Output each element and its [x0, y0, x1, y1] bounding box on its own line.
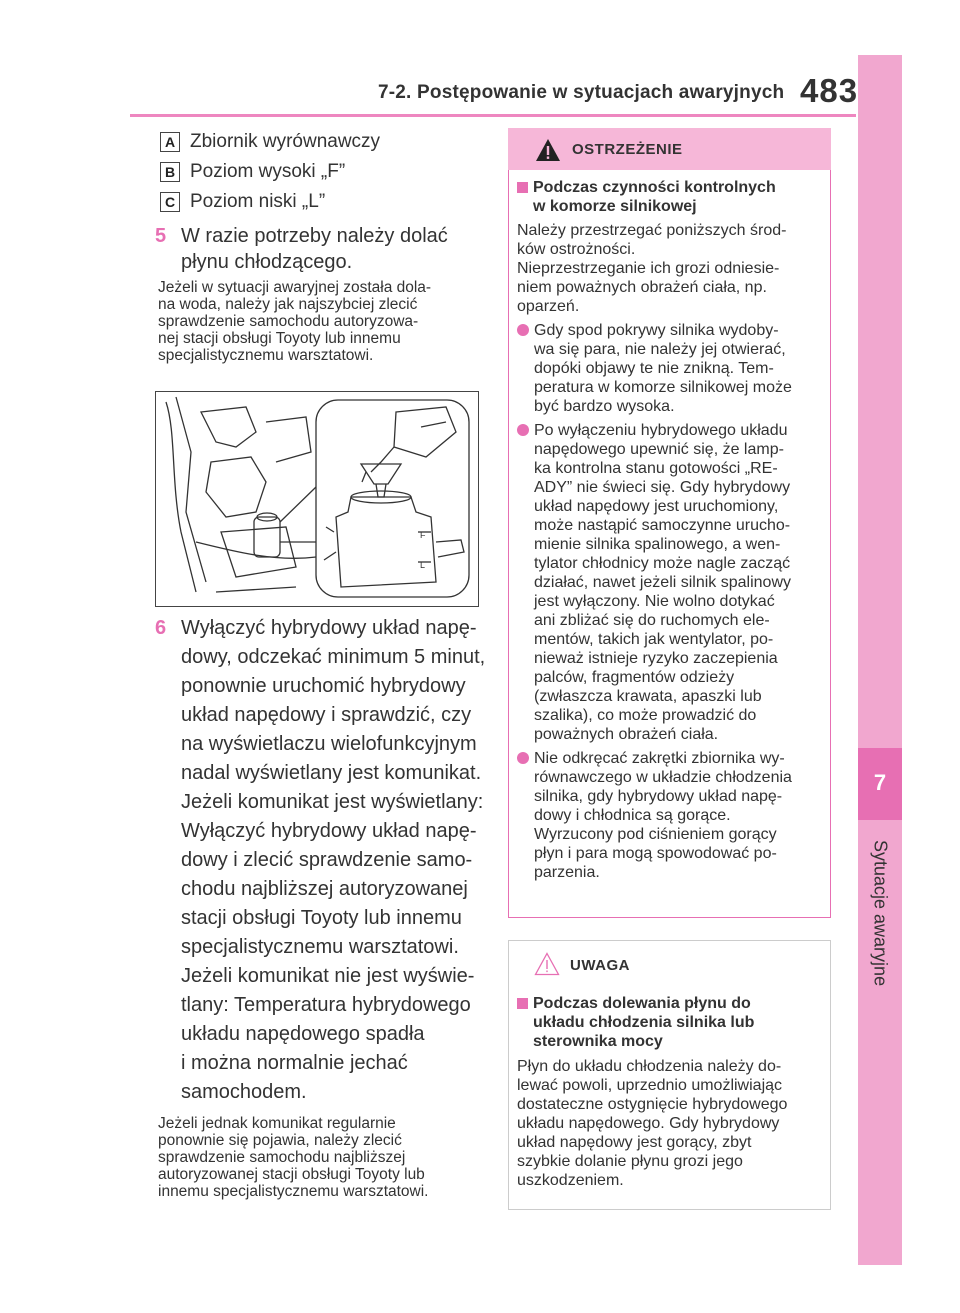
step-line: stacji obsługi Toyoty lub innemu: [181, 907, 462, 929]
bullet-dot-icon: [517, 752, 529, 764]
label-text: Poziom wysoki „F”: [190, 161, 346, 182]
caution-triangle-icon: [534, 952, 560, 976]
bullet-line: układ napędowy jest uruchomiony,: [534, 498, 779, 515]
bullet-line: peratura w komorze silnikowej może: [534, 379, 792, 396]
note-line: Jeżeli w sytuacji awaryjnej została dola-: [158, 279, 432, 296]
label-text: Zbiornik wyrównawczy: [190, 131, 381, 152]
note-repeat-message: [158, 1115, 488, 1200]
note-line: Jeżeli jednak komunikat regularnie: [158, 1115, 396, 1132]
bullet-line: tylator chłodnicy może nagle zacząć: [534, 555, 791, 572]
note-line: na woda, należy jak najszybciej zlecić: [158, 296, 418, 313]
bullet-line: Nie odkręcać zakrętki zbiornika wy-: [534, 750, 785, 767]
step-line: Wyłączyć hybrydowy układ napę-: [181, 820, 477, 842]
chapter-label: Sytuacje awaryjne: [870, 840, 891, 987]
bullet-line: napędowego upewnić się, że lamp-: [534, 441, 784, 458]
label-text: Poziom niski „L”: [190, 191, 326, 212]
step-line: układu napędowego spadła: [181, 1023, 425, 1045]
bullet-line: może nastąpić samoczynne urucho-: [534, 517, 791, 534]
page-number: 483: [800, 72, 859, 109]
subhead-line: układu chłodzenia silnika lub: [533, 1014, 755, 1031]
bullet-line: Po wyłączeniu hybrydowego układu: [534, 422, 788, 439]
note-line: ponownie się pojawia, należy zlecić: [158, 1132, 402, 1149]
step-line: Jeżeli komunikat nie jest wyświe-: [181, 965, 475, 987]
step-line: samochodem.: [181, 1081, 307, 1103]
bullet-line: szalika), co może prowadzić do: [534, 707, 757, 724]
bullet-line: mentów, takich jak wentylator, po-: [534, 631, 774, 648]
step-line: dowy i zlecić sprawdzenie samo-: [181, 849, 473, 871]
label-letter: B: [160, 162, 180, 182]
step-line: nadal wyświetlany jest komunikat.: [181, 762, 482, 784]
step-line: płynu chłodzącego.: [181, 251, 353, 273]
subhead-line: w komorze silnikowej: [533, 198, 697, 215]
bullet-line: (zwłaszcza krawata, apaszki lub: [534, 688, 762, 705]
warning-bullet: [517, 421, 827, 744]
step-line: i można normalnie jechać: [181, 1052, 408, 1074]
bullet-line: Wyrzucony pod ciśnieniem gorący: [534, 826, 777, 843]
intro-line: Nieprzestrzeganie ich grozi odniesie-: [517, 260, 780, 277]
intro-line: ków ostrożności.: [517, 241, 636, 258]
bullet-line: nieważ istnieje ryzyko zaczepienia: [534, 650, 778, 667]
bullet-line: ka kontrolna stanu gotowości „RE-: [534, 460, 778, 477]
square-bullet-icon: [517, 998, 528, 1009]
warning-triangle-icon: [535, 138, 561, 162]
caution-content: [517, 994, 827, 1190]
bullet-line: jest wyłączony. Nie wolno dotykać: [534, 593, 775, 610]
bullet-line: dopóki objawy te nie znikną. Tem-: [534, 360, 774, 377]
bullet-line: mienie silnika spalinowego, a wen-: [534, 536, 781, 553]
subhead-line: Podczas dolewania płynu do: [533, 995, 751, 1012]
coolant-reservoir-illustration: [155, 391, 479, 607]
section-title: 7-2. Postępowanie w sytuacjach awaryjnych: [378, 82, 785, 103]
step-line: dowy, odczekać minimum 5 minut,: [181, 646, 486, 668]
warning-bullet: [517, 321, 827, 416]
bullet-line: płyn i para mogą spowodować po-: [534, 845, 777, 862]
bullet-line: równawczego w układzie chłodzenia: [534, 769, 792, 786]
body-line: uszkodzeniem.: [517, 1172, 624, 1189]
bullet-line: poważnych obrażeń ciała.: [534, 726, 719, 743]
body-line: Płyn do układu chłodzenia należy do-: [517, 1058, 782, 1075]
note-line: nej stacji obsługi Toyoty lub innemu: [158, 330, 401, 347]
step-line: chodu najbliższej autoryzowanej: [181, 878, 468, 900]
step-line: specjalistycznemu warsztatowi.: [181, 936, 459, 958]
label-item-b: [160, 161, 345, 183]
warning-subhead: [517, 178, 827, 216]
level-l-mark: L: [420, 560, 426, 570]
subhead-line: Podczas czynności kontrolnych: [533, 179, 776, 196]
body-line: układu napędowego. Gdy hybrydowy: [517, 1115, 780, 1132]
body-line: układ napędowy jest gorący, zbyt: [517, 1134, 752, 1151]
header-rule: [130, 114, 856, 117]
caution-subhead: [517, 994, 827, 1051]
step-number: 5: [155, 225, 167, 247]
label-letter: A: [160, 132, 180, 152]
bullet-line: być bardzo wysoka.: [534, 398, 675, 415]
step-5: [155, 223, 490, 275]
intro-line: oparzeń.: [517, 298, 580, 315]
chapter-label-wrap: [861, 840, 899, 1020]
caution-body: [517, 1057, 827, 1190]
note-line: innemu specjalistycznemu warsztatowi.: [158, 1183, 429, 1200]
bullet-line: wa się para, nie należy jej otwierać,: [534, 341, 786, 358]
warning-title: OSTRZEŻENIE: [572, 141, 683, 158]
step-line: Wyłączyć hybrydowy układ napę-: [181, 617, 477, 639]
step-line: ponownie uruchomić hybrydowy: [181, 675, 466, 697]
level-f-mark: F: [420, 530, 426, 540]
body-line: dostateczne ostygnięcie hybrydowego: [517, 1096, 788, 1113]
bullet-line: działać, nawet jeżeli silnik spalinowy: [534, 574, 792, 591]
label-letter: C: [160, 192, 180, 212]
step-line: na wyświetlaczu wielofunkcyjnym: [181, 733, 477, 755]
step-line: tlany: Temperatura hybrydowego: [181, 994, 471, 1016]
bullet-line: Gdy spod pokrywy silnika wydoby-: [534, 322, 779, 339]
subhead-line: sterownika mocy: [533, 1033, 663, 1050]
bullet-dot-icon: [517, 324, 529, 336]
note-coolant-water: [158, 279, 488, 364]
step-line: W razie potrzeby należy dolać: [181, 225, 448, 247]
bullet-line: silnika, gdy hybrydowy układ napę-: [534, 788, 783, 805]
bullet-line: palców, fragmentów odzieży: [534, 669, 735, 686]
bullet-line: ani zbliżać się do ruchomych ele-: [534, 612, 770, 629]
note-line: autoryzowanej stacji obsługi Toyoty lub: [158, 1166, 425, 1183]
warning-intro: [517, 221, 827, 316]
bullet-line: parzenia.: [534, 864, 600, 881]
note-line: sprawdzenie samochodu najbliższej: [158, 1149, 406, 1166]
chapter-number: 7: [873, 770, 887, 795]
step-line: układ napędowy i sprawdzić, czy: [181, 704, 472, 726]
warning-content: [517, 178, 827, 882]
bullet-line: dowy i chłodnica są gorące.: [534, 807, 731, 824]
label-item-a: [160, 131, 380, 153]
caution-title: UWAGA: [570, 957, 630, 974]
body-line: szybkie dolanie płynu grozi jego: [517, 1153, 743, 1170]
step-line: Jeżeli komunikat jest wyświetlany:: [181, 791, 484, 813]
label-item-c: [160, 191, 325, 213]
step-number: 6: [155, 617, 167, 639]
bullet-dot-icon: [517, 424, 529, 436]
chapter-side-tab: [858, 55, 902, 1265]
square-bullet-icon: [517, 182, 528, 193]
intro-line: niem poważnych obrażeń ciała, np.: [517, 279, 767, 296]
engine-bay-drawing: [156, 392, 477, 605]
note-line: specjalistycznemu warsztatowi.: [158, 347, 374, 364]
intro-line: Należy przestrzegać poniższych środ-: [517, 222, 787, 239]
warning-bullet: [517, 749, 827, 882]
body-line: lewać powoli, uprzednio umożliwiając: [517, 1077, 783, 1094]
step-6: [155, 614, 495, 1107]
bullet-line: ADY” nie świeci się. Gdy hybrydowy: [534, 479, 791, 496]
note-line: sprawdzenie samochodu autoryzowa-: [158, 313, 419, 330]
